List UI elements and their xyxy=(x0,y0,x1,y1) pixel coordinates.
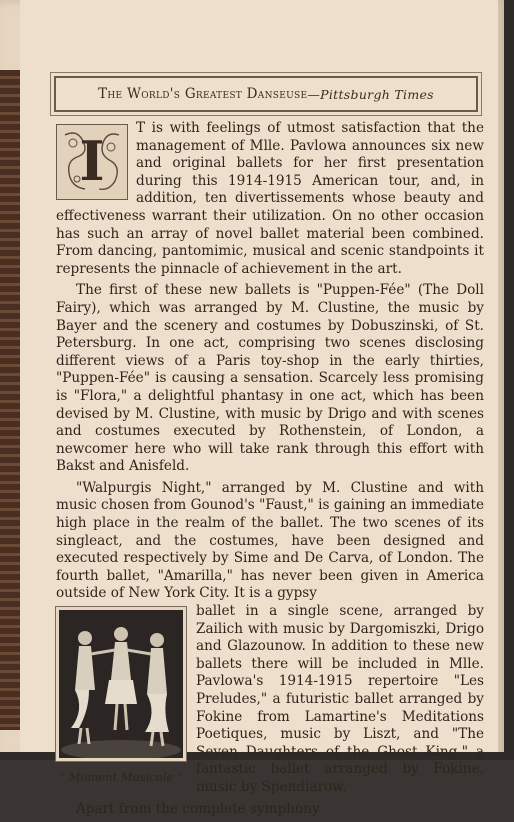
dropcap xyxy=(56,124,128,200)
paragraph-2: The first of these new ballets is "Puppen-Fée" (The Doll Fairy), which was arranged by M. Clustine, the music by Bayer and the scenery and costumes by Dobuszinski, of St. Petersburg. In one act, comprising two scenes disclosing different views of a Paris toy-shop in the early thirties, "Puppen-Fée" is causing a sensation. Scarcely less promising is "Flora," a delightful phantasy in one act, which has been devised by M. Clustine, with music by Drigo and with scenes and costumes executed by Rothenstein, of London, a newcomer here who will take rank through this effort with Bakst and Anisfeld. xyxy=(56,282,484,475)
paragraph-5: Apart from the complete symphony xyxy=(76,800,320,817)
paragraph-3: "Walpurgis Night," arranged by M. Clustine and with music chosen from Gounod's "Faust," is gaining an immediate high place in the realm of the ballet. The two scenes of its singleact, and the costumes, have been designed and executed respectively by Sime and De Carva, of London. The fourth ballet, "Amarilla," has never been given in America outside of New York City. It is a gypsy xyxy=(56,479,484,602)
photo-caption: “ Moment Musicale ” xyxy=(59,770,183,785)
running-head xyxy=(54,76,478,112)
article-body xyxy=(56,120,484,822)
paragraph-1: T is with feelings of utmost satisfaction that the management of Mlle. Pavlowa announces six new and original ballets for her first presentation during this 1914-1915 American tour, and, in addition, ten divertissements whose beauty and effectiveness warrant their utilization. On no other occasion has such an array of novel ballet material been combined. From dancing, pantomimic, musical and scenic standpoints it represents the pinnacle of achievement in the art. xyxy=(56,120,484,277)
dropcap-letter: I xyxy=(79,129,105,194)
right-edge xyxy=(504,0,514,760)
running-head-dash: — xyxy=(307,86,321,102)
book-spine xyxy=(0,70,20,730)
dancers-photo xyxy=(56,607,186,761)
running-head-title: The World's Greatest Danseuse xyxy=(98,86,308,102)
dancers-illustration xyxy=(59,610,183,758)
paragraph-4: ballet in a single scene, arranged by Zailich with music by Dargomiszki, Drigo and Glazounow. In addition to these new ballets there will be included in Mlle. Pavlowa's 1914-1915 repertoire "Les Preludes," a futuristic ballet arranged by Fokine from Lamartine's Meditations Poetiques, music by Liszt, and "The Seven Daughters of the Ghost King," a fantastic ballet arranged by Fokine, music by Spendiarow. xyxy=(196,603,484,795)
running-head-source: Pittsburgh Times xyxy=(320,86,434,102)
